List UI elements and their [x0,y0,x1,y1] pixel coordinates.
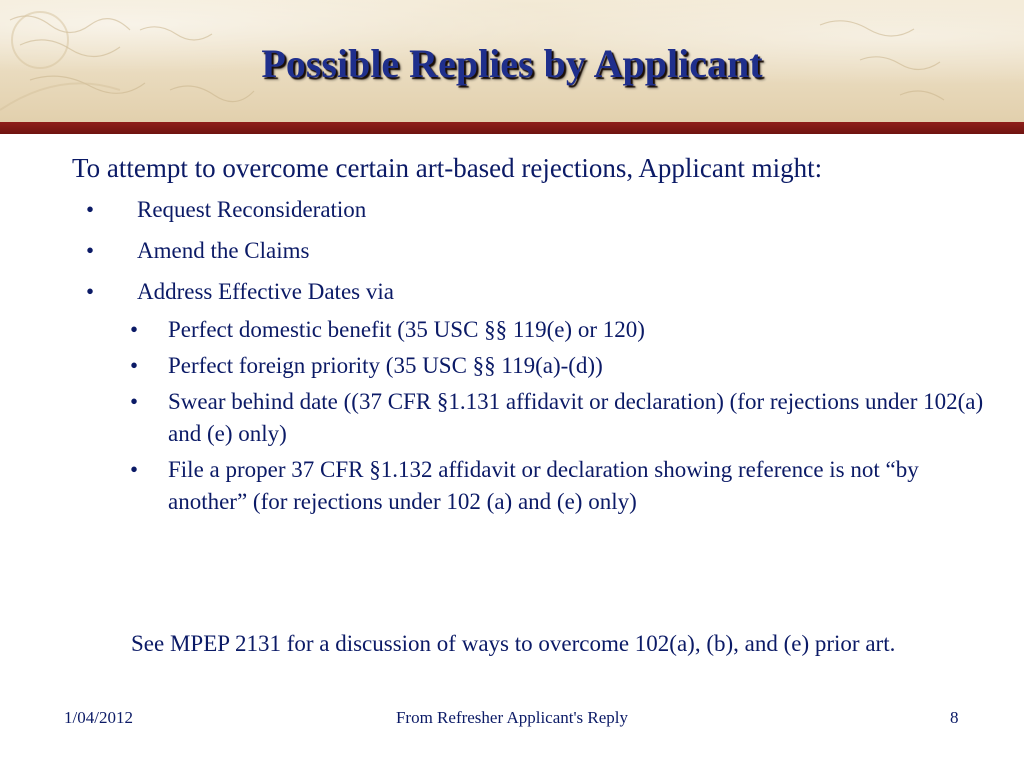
sub-list-item-label: File a proper 37 CFR §1.132 affidavit or declaration showing reference is not “by another” (for rejections under 102 (a) and (e) only) [168,457,919,514]
sub-list-item-label: Swear behind date ((37 CFR §1.131 affidavit or declaration) (for rejections under 102(a) and (e) only) [168,389,984,446]
bullet-icon: • [130,457,139,482]
slide-content [72,150,992,522]
bullet-icon: • [86,238,95,263]
list-item [72,196,992,224]
header-banner [0,0,1024,122]
sub-bullet-list [72,314,992,518]
list-item [72,278,992,306]
sub-list-item [72,350,988,382]
footer-source: From Refresher Applicant's Reply [395,708,629,727]
sub-list-item [72,314,988,346]
bullet-icon: • [130,389,139,414]
mpep-reference-note: See MPEP 2131 for a discussion of ways to overcome 102(a), (b), and (e) prior art. [131,631,896,656]
list-item [72,237,992,265]
list-item-label: Amend the Claims [137,238,310,263]
sub-list-item [72,454,988,518]
main-bullet-list [72,196,992,306]
list-item-label: Address Effective Dates via [137,279,394,304]
sub-list-item-label: Perfect domestic benefit (35 USC §§ 119(e) or 120) [168,317,645,342]
bullet-icon: • [86,279,95,304]
footer-page-number: 8 [950,708,959,727]
bullet-icon: • [130,317,139,342]
list-item-label: Request Reconsideration [137,197,367,222]
slide-title: Possible Replies by Applicant [261,41,763,86]
sub-list-item [72,386,988,450]
intro-text: To attempt to overcome certain art-based rejections, Applicant might: [72,153,823,183]
header-divider-bar [0,122,1024,134]
footer-date: 1/04/2012 [64,708,133,727]
bullet-icon: • [86,197,95,222]
sub-list-item-label: Perfect foreign priority (35 USC §§ 119(a)-(d)) [168,353,603,378]
bullet-icon: • [130,353,139,378]
